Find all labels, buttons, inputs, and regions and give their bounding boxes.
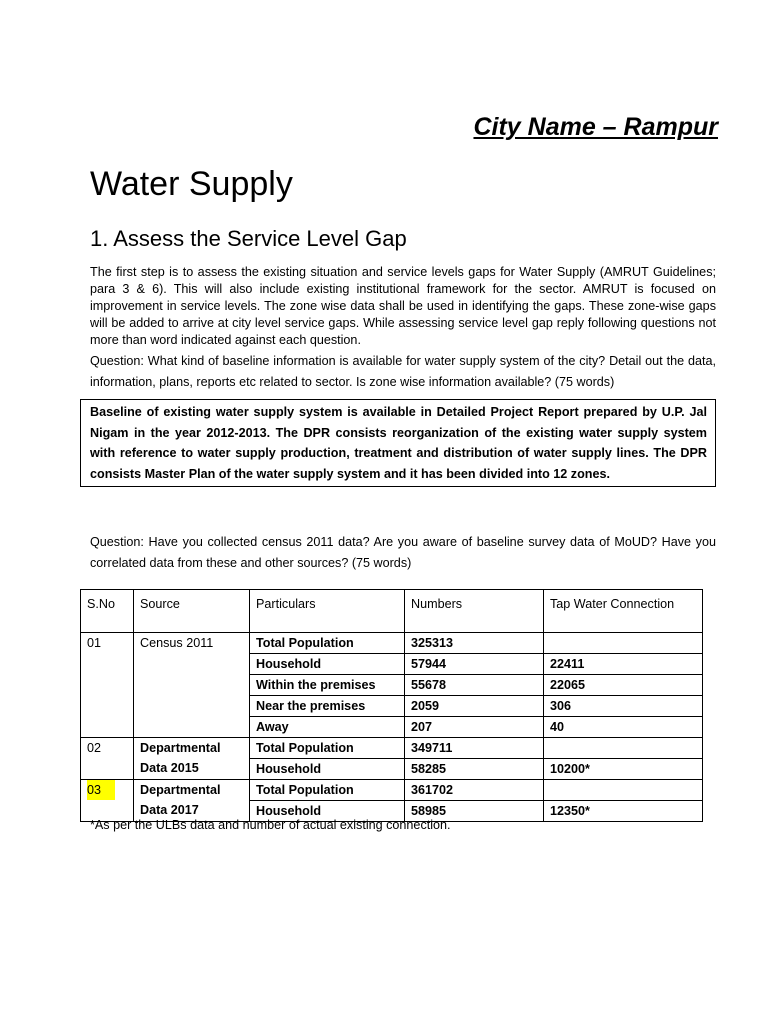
particular-cell: Total Population [250, 738, 405, 759]
particular-cell: Within the premises [250, 675, 405, 696]
particular-cell: Household [250, 759, 405, 780]
particular-cell: Total Population [250, 633, 405, 654]
sno-cell [81, 780, 134, 822]
table-row [81, 633, 703, 654]
table-footnote: *As per the ULBs data and number of actual existing connection. [90, 818, 451, 832]
number-cell: 349711 [405, 738, 544, 759]
particular-cell: Total Population [250, 780, 405, 801]
header-tap-connection: Tap Water Connection [544, 590, 703, 633]
number-cell: 58285 [405, 759, 544, 780]
answer-box: Baseline of existing water supply system is available in Detailed Project Report prepared by U.P. Jal Nigam in the year 2012-2013. The DPR consists reorganization of the existing water supply system with reference to water supply production, treatment and distribution of water supply lines. The DPR consists Master Plan of the water supply system and it has been divided into 12 zones. [80, 399, 716, 487]
tap-cell: 306 [544, 696, 703, 717]
tap-cell: 22411 [544, 654, 703, 675]
header-numbers: Numbers [405, 590, 544, 633]
number-cell: 57944 [405, 654, 544, 675]
tap-cell: 10200* [544, 759, 703, 780]
tap-cell: 40 [544, 717, 703, 738]
question-2: Question: Have you collected census 2011 data? Are you aware of baseline survey data of MoUD? Have you correlated data from these and other sources? (75 words) [90, 535, 716, 570]
particular-cell: Near the premises [250, 696, 405, 717]
particular-cell: Household [250, 801, 405, 822]
number-cell: 361702 [405, 780, 544, 801]
header-sno: S.No [81, 590, 134, 633]
header-particulars: Particulars [250, 590, 405, 633]
city-name-title: City Name – Rampur [473, 113, 718, 141]
source-cell: Departmental Data 2017 [134, 780, 250, 822]
document-title: Water Supply [90, 165, 293, 203]
tap-cell: 12350* [544, 801, 703, 822]
source-cell: Census 2011 [134, 633, 250, 738]
header-source: Source [134, 590, 250, 633]
number-cell: 2059 [405, 696, 544, 717]
table-row [81, 738, 703, 759]
table-header-row [81, 590, 703, 633]
section-heading: 1. Assess the Service Level Gap [90, 226, 407, 251]
highlighted-sno: 03 [87, 780, 115, 800]
intro-paragraph: The first step is to assess the existing situation and service levels gaps for Water Supply (AMRUT Guidelines; para 3 & 6). This will also include existing institutional framework for the sector. AMRUT is focused on improvement in service levels. The zone wise data shall be used in identifying the gaps. These zone-wise gaps will be added to arrive at city level service gaps. While assessing service level gap reply following questions not more than word indicated against each question. [90, 265, 716, 347]
number-cell: 207 [405, 717, 544, 738]
tap-cell [544, 738, 703, 759]
number-cell: 55678 [405, 675, 544, 696]
sno-cell: 01 [81, 633, 134, 738]
sno-cell: 02 [81, 738, 134, 780]
particular-cell: Away [250, 717, 405, 738]
number-cell: 58985 [405, 801, 544, 822]
table-row [81, 780, 703, 801]
tap-cell [544, 633, 703, 654]
census-data-table [80, 589, 703, 822]
source-cell: Departmental Data 2015 [134, 738, 250, 780]
question-1: Question: What kind of baseline information is available for water supply system of the city? Detail out the data, information, plans, reports etc related to sector. Is zone wise information available? (75 words) [90, 354, 716, 389]
number-cell: 325313 [405, 633, 544, 654]
particular-cell: Household [250, 654, 405, 675]
tap-cell: 22065 [544, 675, 703, 696]
tap-cell [544, 780, 703, 801]
